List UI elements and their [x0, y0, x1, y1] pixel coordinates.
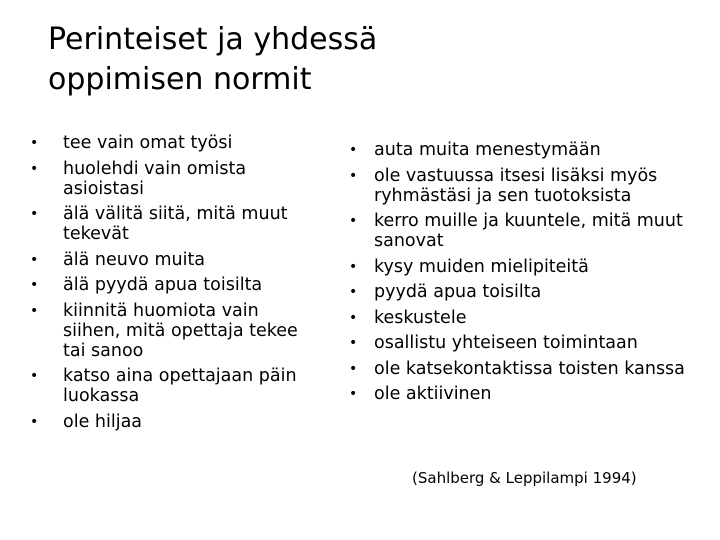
list-item-text: älä neuvo muita [63, 249, 206, 270]
list-item [28, 159, 318, 199]
list-item [346, 282, 716, 302]
list-item-text: katso aina opettajaan päin luokassa [63, 366, 297, 406]
traditional-norms-list [28, 133, 318, 437]
bullet-icon: • [30, 368, 39, 384]
list-item-text: älä välitä siitä, mitä muut tekevät [63, 204, 288, 244]
list-item [346, 166, 716, 206]
list-item [28, 250, 318, 270]
bullet-icon: • [30, 413, 39, 430]
list-item [346, 308, 716, 328]
citation: (Sahlberg & Leppilampi 1994) [412, 469, 637, 487]
list-item [346, 140, 716, 160]
list-item [28, 366, 318, 406]
list-item-text: huolehdi vain omista asioistasi [63, 158, 247, 199]
bullet-icon: • [349, 284, 358, 300]
bullet-icon: • [349, 167, 358, 184]
bullet-icon: • [30, 206, 39, 222]
list-item [346, 333, 716, 353]
list-item [28, 133, 318, 153]
list-item [28, 275, 318, 295]
bullet-icon: • [349, 335, 358, 351]
bullet-icon: • [30, 160, 39, 177]
list-item [28, 204, 318, 244]
bullet-icon: • [30, 277, 39, 293]
list-item-text: auta muita menestymään [374, 140, 601, 160]
list-item [28, 301, 318, 361]
list-item-text: tee vain omat työsi [63, 133, 233, 153]
list-item-text: ole aktiivinen [374, 384, 492, 404]
bullet-icon: • [349, 142, 358, 158]
slide-title-line-2: oppimisen normit [48, 62, 312, 97]
list-item-text: kerro muille ja kuuntele, mitä muut sanovat [374, 211, 683, 251]
list-item-text: älä pyydä apua toisilta [63, 275, 263, 295]
slide-title [48, 20, 688, 100]
list-item-text: keskustele [374, 307, 467, 328]
list-item-text: kiinnitä huomiota vain siihen, mitä opettaja tekee tai sanoo [63, 300, 298, 361]
list-item [346, 257, 716, 277]
list-item [28, 412, 318, 432]
list-item-text: ole vastuussa itsesi lisäksi myös ryhmästäsi ja sen tuotoksista [374, 165, 658, 206]
list-item-text: ole hiljaa [63, 411, 143, 432]
bullet-icon: • [349, 360, 358, 377]
bullet-icon: • [30, 135, 39, 151]
list-item [346, 211, 716, 251]
list-item [346, 359, 716, 379]
slide-title-line-1: Perinteiset ja yhdessä [48, 22, 378, 57]
bullet-icon: • [349, 309, 358, 326]
bullet-icon: • [349, 213, 358, 229]
list-item [346, 384, 716, 404]
bullet-icon: • [349, 258, 358, 275]
list-item-text: kysy muiden mielipiteitä [374, 256, 589, 277]
bullet-icon: • [30, 251, 39, 268]
list-item-text: pyydä apua toisilta [374, 282, 542, 302]
list-item-text: osallistu yhteiseen toimintaan [374, 333, 638, 353]
list-item-text: ole katsekontaktissa toisten kanssa [374, 358, 685, 379]
bullet-icon: • [349, 386, 358, 402]
cooperative-norms-list [346, 140, 716, 410]
bullet-icon: • [30, 302, 39, 319]
